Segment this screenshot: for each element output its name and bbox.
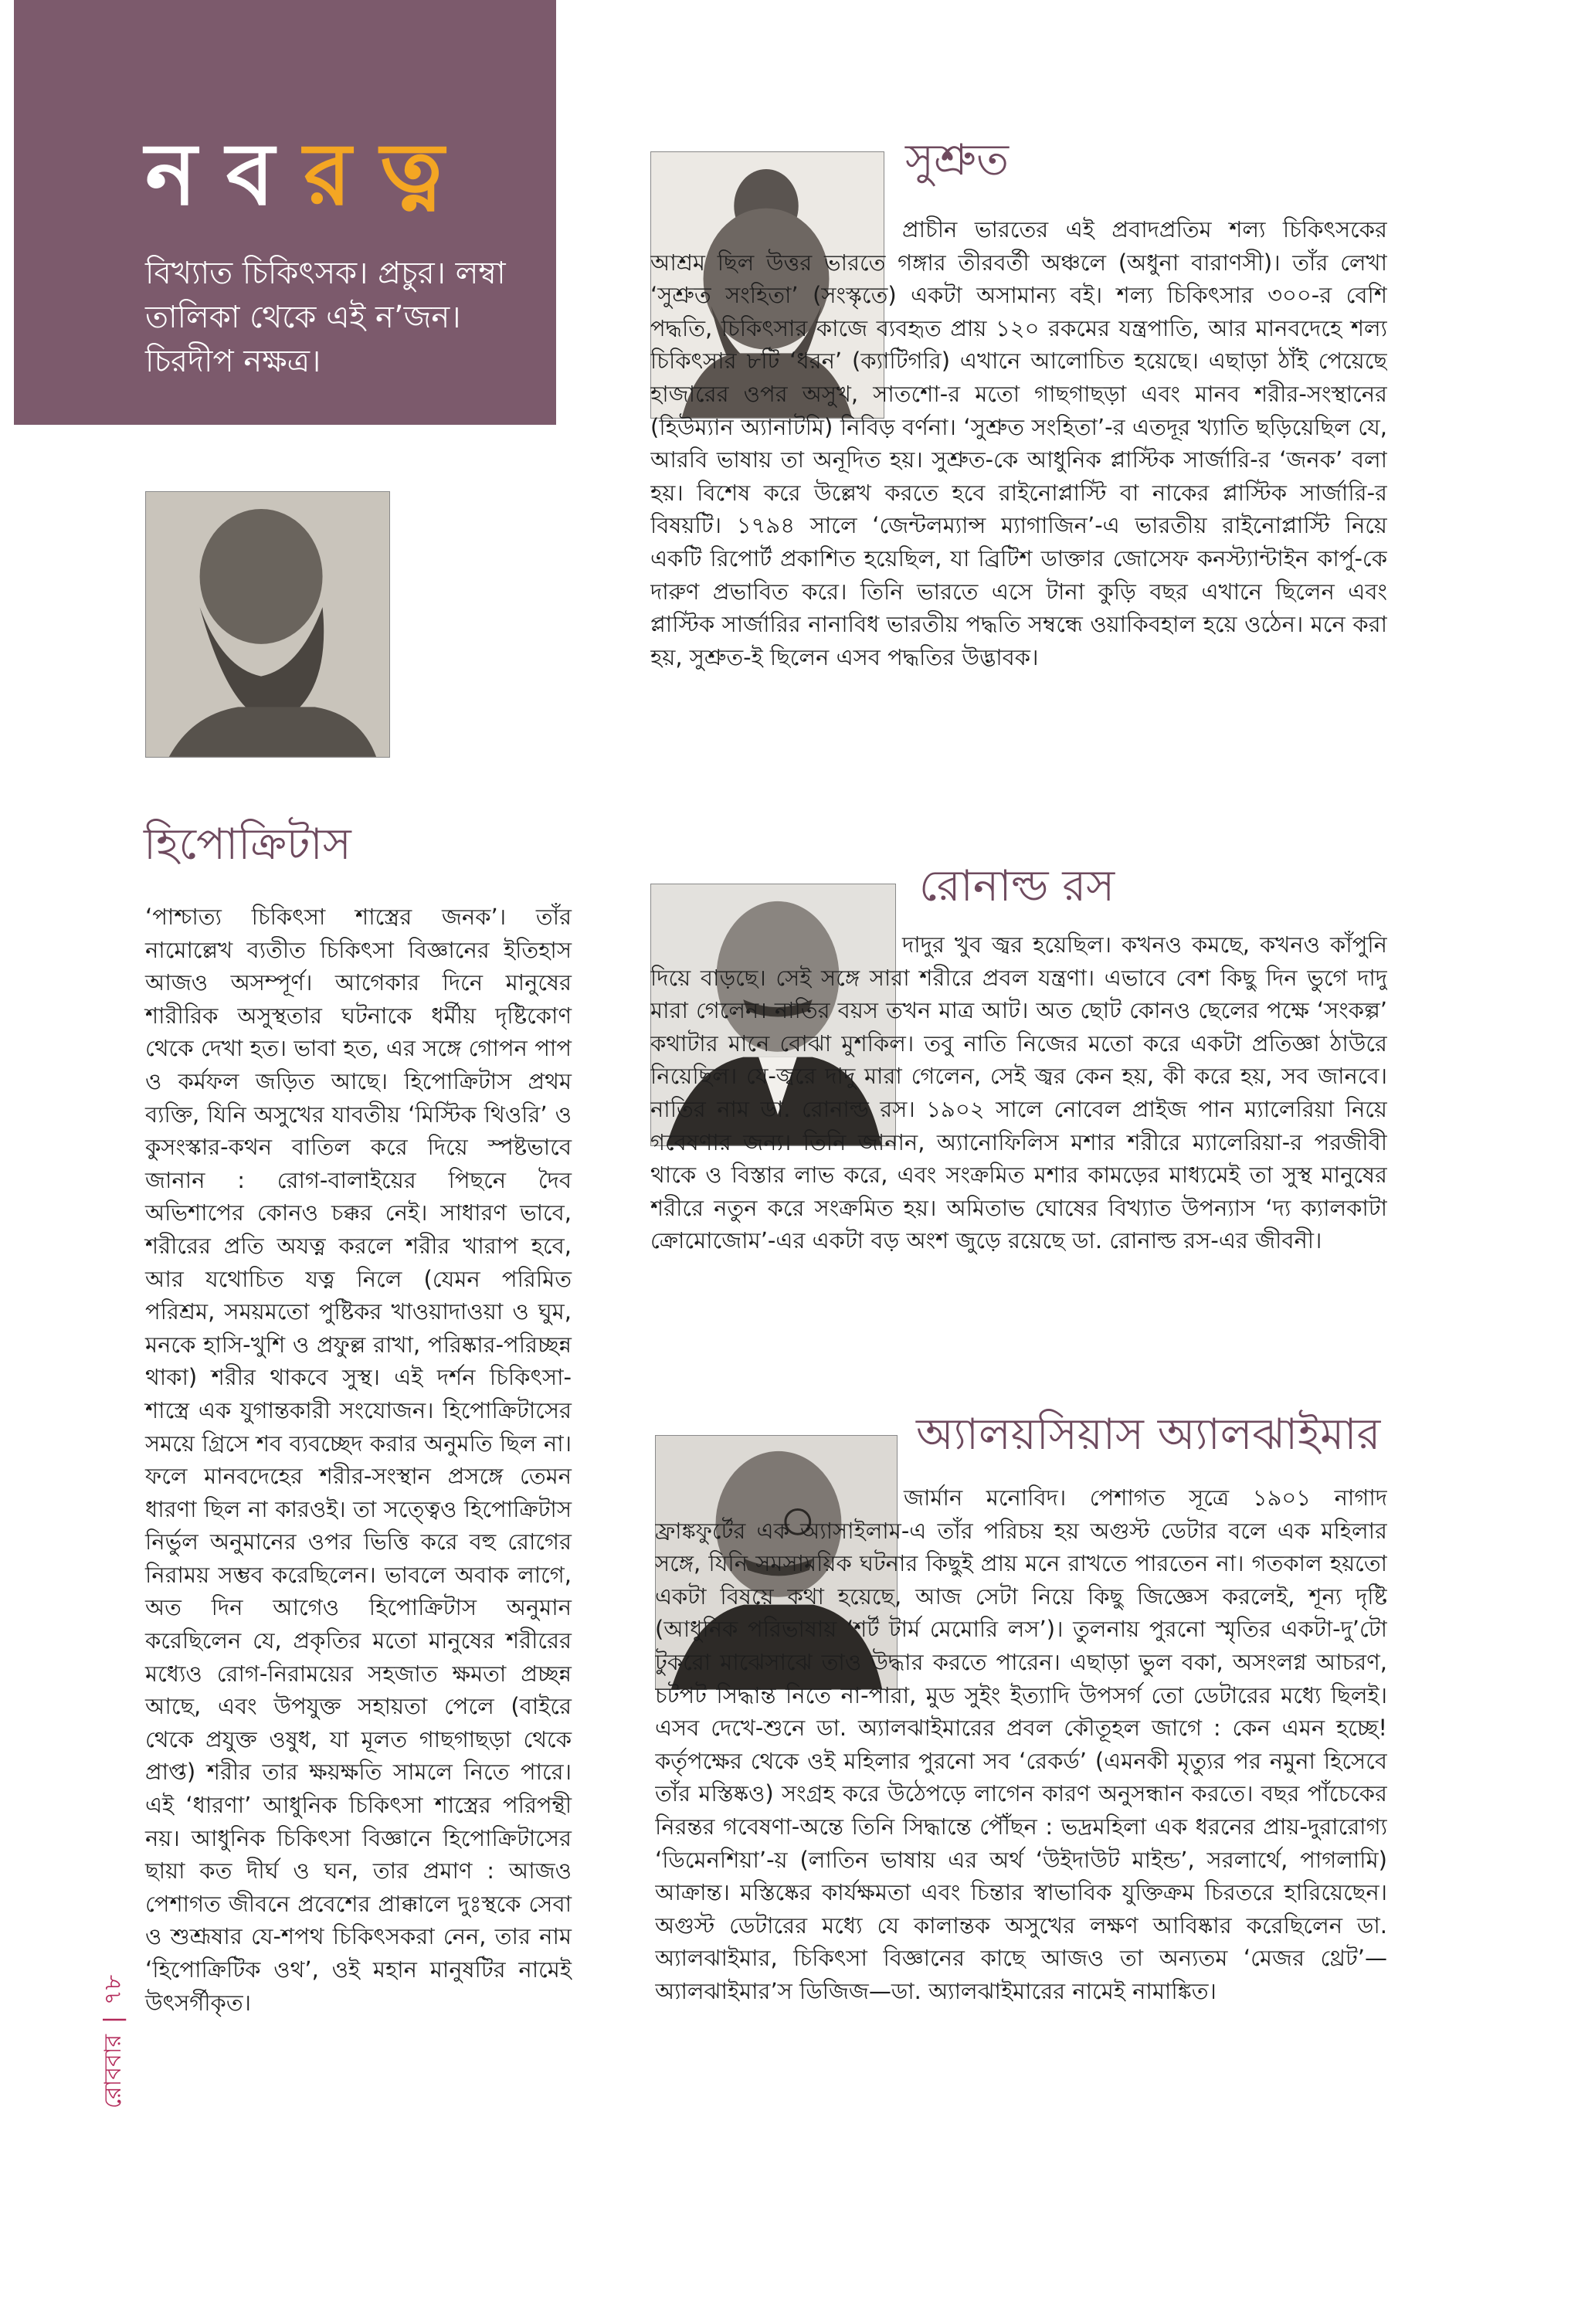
sushruta-name: সুশ্রুত bbox=[905, 135, 1009, 185]
series-title-part2: রত্ন bbox=[304, 124, 473, 225]
series-intro: বিখ্যাত চিকিৎসক। প্রচুর। লম্বা তালিকা থেকে এই ন’জন। চিরদীপ নক্ষত্র। bbox=[145, 256, 506, 379]
page-footer bbox=[94, 1975, 134, 2109]
hippocrates-engraving-portrait-icon bbox=[146, 492, 389, 757]
alzheimer-name: অ্যালয়সিয়াস অ্যালঝাইমার bbox=[916, 1410, 1381, 1460]
ronald-ross-text: দাদুর খুব জ্বর হয়েছিল। কখনও কমছে, কখনও কাঁপুনি দিয়ে বাড়ছে। সেই সঙ্গে সারা শরীরে প্রবল যন্ত্রণা। এভাবে বেশ কিছু দিন ভুগে দাদু মারা গেলেন। নাতির বয়স তখন মাত্র আট। অত ছোট কোনও ছেলের পক্ষে ‘সংকল্প’ কথাটার মানে বোঝা মুশকিল। তবু নাতি নিজের মতো করে একটা প্রতিজ্ঞা ঠাউরে নিয়েছিল। যে-জ্বরে দাদু মারা গেলেন, সেই জ্বর কেন হয়, কী করে হয়, সব জানবে। নাতির নাম ডা. রোনাল্ড রস। ১৯০২ সালে নোবেল প্রাইজ পান ম্যালেরিয়া নিয়ে গবেষণার জন্য। তিনি জানান, অ্যানোফিলিস মশার শরীরে ম্যালেরিয়া-র পরজীবী থাকে ও বিস্তার লাভ করে, এবং সংক্রমিত মশার কামড়ের মাধ্যমেই তা সুস্থ মানুষের শরীরে নতুন করে সংক্রমিত হয়। অমিতাভ ঘোষের বিখ্যাত উপন্যাস ‘দ্য ক্যালকাটা ক্রোমোজোম’-এর একটা বড় অংশ জুড়ে রয়েছে ডা. রোনাল্ড রস-এর জীবনী। bbox=[650, 931, 1387, 1254]
sushruta-text: প্রাচীন ভারতের এই প্রবাদপ্রতিম শল্য চিকিৎসকের আশ্রম ছিল উত্তর ভারতে গঙ্গার তীরবর্তী অঞ্চলে (অধুনা বারাণসী)। তাঁর লেখা ‘সুশ্রুত সংহিতা’ (সংস্কৃতে) একটা অসামান্য বই। শল্য চিকিৎসার ৩০০-র বেশি পদ্ধতি, চিকিৎসার কাজে ব্যবহৃত প্রায় ১২০ রকমের যন্ত্রপাতি, আর মানবদেহে শল্য চিকিৎসার ৮টি ‘ধরন’ (ক্যাটিগরি) এখানে আলোচিত হয়েছে। এছাড়া ঠাঁই পেয়েছে হাজারের ওপর অসুখ, সাতশো-র মতো গাছগাছড়া এবং মানব শরীর-সংস্থানের (হিউম্যান অ্যানাটমি) নিবিড় বর্ণনা। ‘সুশ্রুত সংহিতা’-র এতদূর খ্যাতি ছড়িয়েছিল যে, আরবি ভাষায় তা অনূদিত হয়। সুশ্রুত-কে আধুনিক প্লাস্টিক সার্জারি-র ‘জনক’ বলা হয়। বিশেষ করে উল্লেখ করতে হবে রাইনোপ্লাস্টি বা নাকের প্লাস্টিক সার্জারি-র বিষয়টি। ১৭৯৪ সালে ‘জেন্টলম্যান্স ম্যাগাজিন’-এ ভারতীয় রাইনোপ্লাস্টি নিয়ে একটি রিপোর্ট প্রকাশিত হয়েছিল, যা ব্রিটিশ ডাক্তার জোসেফ কনস্ট্যান্টাইন কার্পু-কে দারুণ প্রভাবিত করে। তিনি ভারতে এসে টানা কুড়ি বছর এখানে ছিলেন এবং প্লাস্টিক সার্জারির নানাবিধ ভারতীয় পদ্ধতি সম্বন্ধে ওয়াকিবহাল হয়ে ওঠেন। মনে করা হয়, সুশ্রুত-ই ছিলেন এসব পদ্ধতির উদ্ভাবক। bbox=[650, 216, 1387, 670]
series-title bbox=[145, 124, 556, 225]
hippocrates-text: ‘পাশ্চাত্য চিকিৎসা শাস্ত্রের জনক’। তাঁর নামোল্লেখ ব্যতীত চিকিৎসা বিজ্ঞানের ইতিহাস আজও অসম্পূর্ণ। আগেকার দিনে মানুষের শারীরিক অসুস্থতার ঘটনাকে ধর্মীয় দৃষ্টিকোণ থেকে দেখা হত। ভাবা হত, এর সঙ্গে গোপন পাপ ও কর্মফল জড়িত আছে। হিপোক্রিটাস প্রথম ব্যক্তি, যিনি অসুখের যাবতীয় ‘মিস্টিক থিওরি’ ও কুসংস্কার-কথন বাতিল করে দিয়ে স্পষ্টভাবে জানান : রোগ-বালাইয়ের পিছনে দৈব অভিশাপের কোনও চক্কর নেই। সাধারণ ভাবে, শরীরের প্রতি অযত্ন করলে শরীর খারাপ হবে, আর যথোচিত যত্ন নিলে (যেমন পরিমিত পরিশ্রম, সময়মতো পুষ্টিকর খাওয়াদাওয়া ও ঘুম, মনকে হাসি-খুশি ও প্রফুল্ল রাখা, পরিষ্কার-পরিচ্ছন্ন থাকা) শরীর থাকবে সুস্থ। এই দর্শন চিকিৎসা-শাস্ত্রে এক যুগান্তকারী সংযোজন। হিপোক্রিটাসের সময়ে গ্রিসে শব ব্যবচ্ছেদ করার অনুমতি ছিল না। ফলে মানবদেহের শরীর-সংস্থান প্রসঙ্গে তেমন ধারণা ছিল না কারওই। তা সত্ত্বেও হিপোক্রিটাস নির্ভুল অনুমানের ওপর ভিত্তি করে বহু রোগের নিরাময় সম্ভব করেছিলেন। ভাবলে অবাক লাগে, অত দিন আগেও হিপোক্রিটাস অনুমান করেছিলেন যে, প্রকৃতির মতো মানুষের শরীরের মধ্যেও রোগ-নিরাময়ের সহজাত ক্ষমতা প্রচ্ছন্ন আছে, এবং উপযুক্ত সহায়তা পেলে (বাইরে থেকে প্রযুক্ত ওষুধ, যা মূলত গাছগাছড়া থেকে প্রাপ্ত) শরীর তার ক্ষয়ক্ষতি সামলে নিতে পারে। এই ‘ধারণা’ আধুনিক চিকিৎসা শাস্ত্রের পরিপন্থী নয়। আধুনিক চিকিৎসা বিজ্ঞানে হিপোক্রিটাসের ছায়া কত দীর্ঘ ও ঘন, তার প্রমাণ : আজও পেশাগত জীবনে প্রবেশের প্রাক্কালে দুঃস্থকে সেবা ও শুশ্রূষার যে-শপথ চিকিৎসকরা নেন, তার নাম ‘হিপোক্রিটিক ওথ’, ওই মহান মানুষটির নামেই উৎসর্গীকৃত। bbox=[145, 904, 572, 2016]
title-banner bbox=[14, 0, 556, 425]
magazine-name: রোববার bbox=[100, 2034, 127, 2109]
alzheimer-text: জার্মান মনোবিদ। পেশাগত সূত্রে ১৯০১ নাগাদ ফ্রাঙ্কফুর্টের এক অ্যাসাইলাম-এ তাঁর পরিচয় হয় অগুস্ট ডেটার বলে এক মহিলার সঙ্গে, যিনি সমসাময়িক ঘটনার কিছুই প্রায় মনে রাখতে পারতেন না। গতকাল হয়তো একটা বিষয়ে কথা হয়েছে, আজ সেটা নিয়ে কিছু জিজ্ঞেস করলেই, শূন্য দৃষ্টি (আধুনিক পরিভাষায় ‘শর্ট টার্ম মেমোরি লস’)। তুলনায় পুরনো স্মৃতির একটা-দু’টো টুকরো মাঝেসাঝে তাও উদ্ধার করতে পারেন। এছাড়া ভুল বকা, অসংলগ্ন আচরণ, চটপট সিদ্ধান্ত নিতে না-পারা, মুড সুইং ইত্যাদি উপসর্গ তো ডেটারের মধ্যে ছিলই। এসব দেখে-শুনে ডা. অ্যালঝাইমারের প্রবল কৌতূহল জাগে : কেন এমন হচ্ছে! কর্তৃপক্ষের থেকে ওই মহিলার পুরনো সব ‘রেকর্ড’ (এমনকী মৃত্যুর পর নমুনা হিসেবে তাঁর মস্তিষ্কও) সংগ্রহ করে উঠেপড়ে লাগেন কারণ অনুসন্ধান করতে। বছর পাঁচেকের নিরন্তর গবেষণা-অন্তে তিনি সিদ্ধান্তে পৌঁছন : ভদ্রমহিলা এক ধরনের প্রায়-দুরারোগ্য ‘ডিমেনশিয়া’-য় (লাতিন ভাষায় এর অর্থ ‘উইদাউট মাইন্ড’, সরলার্থে, পাগলামি) আক্রান্ত। মস্তিষ্কের কার্যক্ষমতা এবং চিন্তার স্বাভাবিক যুক্তিক্রম চিরতরে হারিয়েছেন। অগুস্ট ডেটারের মধ্যে যে কালান্তক অসুখের লক্ষণ আবিষ্কার করেছিলেন ডা. অ্যালঝাইমার, চিকিৎসা বিজ্ঞানের কাছে আজও তা অন্যতম ‘মেজর থ্রেট’—অ্যালঝাইমার’স ডিজিজ—ডা. অ্যালঝাইমারের নামেই নামাঙ্কিত। bbox=[655, 1484, 1387, 2004]
hippocrates-photo bbox=[145, 491, 390, 758]
hippocrates-name: হিপোক্রিটাস bbox=[144, 819, 351, 870]
page-number: ৭৮ bbox=[100, 1974, 127, 2005]
ronald-ross-name: রোনাল্ড রস bbox=[919, 861, 1115, 911]
series-title-part1: নব bbox=[145, 124, 304, 225]
footer-separator: | bbox=[100, 2015, 127, 2024]
